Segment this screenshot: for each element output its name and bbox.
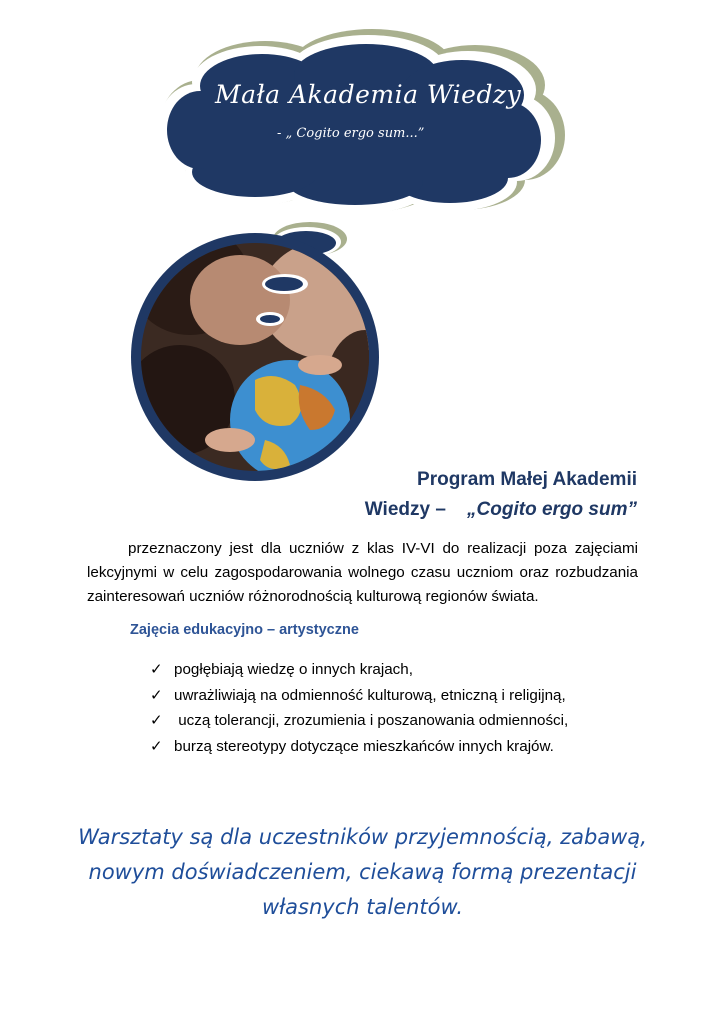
list-item [150,683,568,709]
list-item-text: pogłębiają wiedzę o innych krajach, [174,661,413,678]
closing-line-1: Warsztaty są dla uczestników przyjemnością, zabawą, [78,825,647,849]
cloud-main [167,44,541,205]
program-title-line2 [307,495,637,525]
thought-cloud-graphic [0,0,725,500]
list-item-text: uczą tolerancji, zrozumienia i poszanowania odmienności, [174,712,569,729]
cloud-subtitle: - „ Cogito ergo sum...” [277,126,425,141]
program-title-prefix: Wiedzy – [364,499,446,520]
list-item-text: uwrażliwiają na odmienność kulturową, etniczną i religijną, [174,686,566,704]
check-icon: ✓ [150,711,163,729]
cloud-title: Mała Akademia Wiedzy [215,80,522,109]
check-icon: ✓ [150,736,163,755]
thought-bubble-medium-fill [265,277,303,291]
list-item [150,734,568,760]
check-icon: ✓ [150,660,163,678]
thought-bubble-small-fill [260,315,280,323]
list-item [150,657,568,683]
benefits-list [150,657,568,759]
list-item-text: burzą stereotypy dotyczące mieszkańców innych krajów. [174,737,554,755]
program-title-motto: „Cogito ergo sum” [467,499,637,520]
check-icon: ✓ [150,685,163,704]
closing-line-3: własnych talentów. [261,895,464,919]
program-title [307,465,637,525]
section-heading: Zajęcia edukacyjno – artystyczne [130,622,359,638]
closing-line-2: nowym doświadczeniem, ciekawą formą prezentacji [88,860,637,884]
list-item [150,708,568,734]
children-globe-photo [125,225,405,481]
program-title-line1: Program Małej Akademii [417,469,637,490]
intro-paragraph: przeznaczony jest dla uczniów z klas IV-VI do realizacji poza zajęciami lekcyjnymi w celu zagospodarowania wolnego czasu uczniom oraz rozbudzania zainteresowań uczniów różnorodnością kulturową regionów świata. [87,540,638,605]
closing-statement [70,820,655,925]
